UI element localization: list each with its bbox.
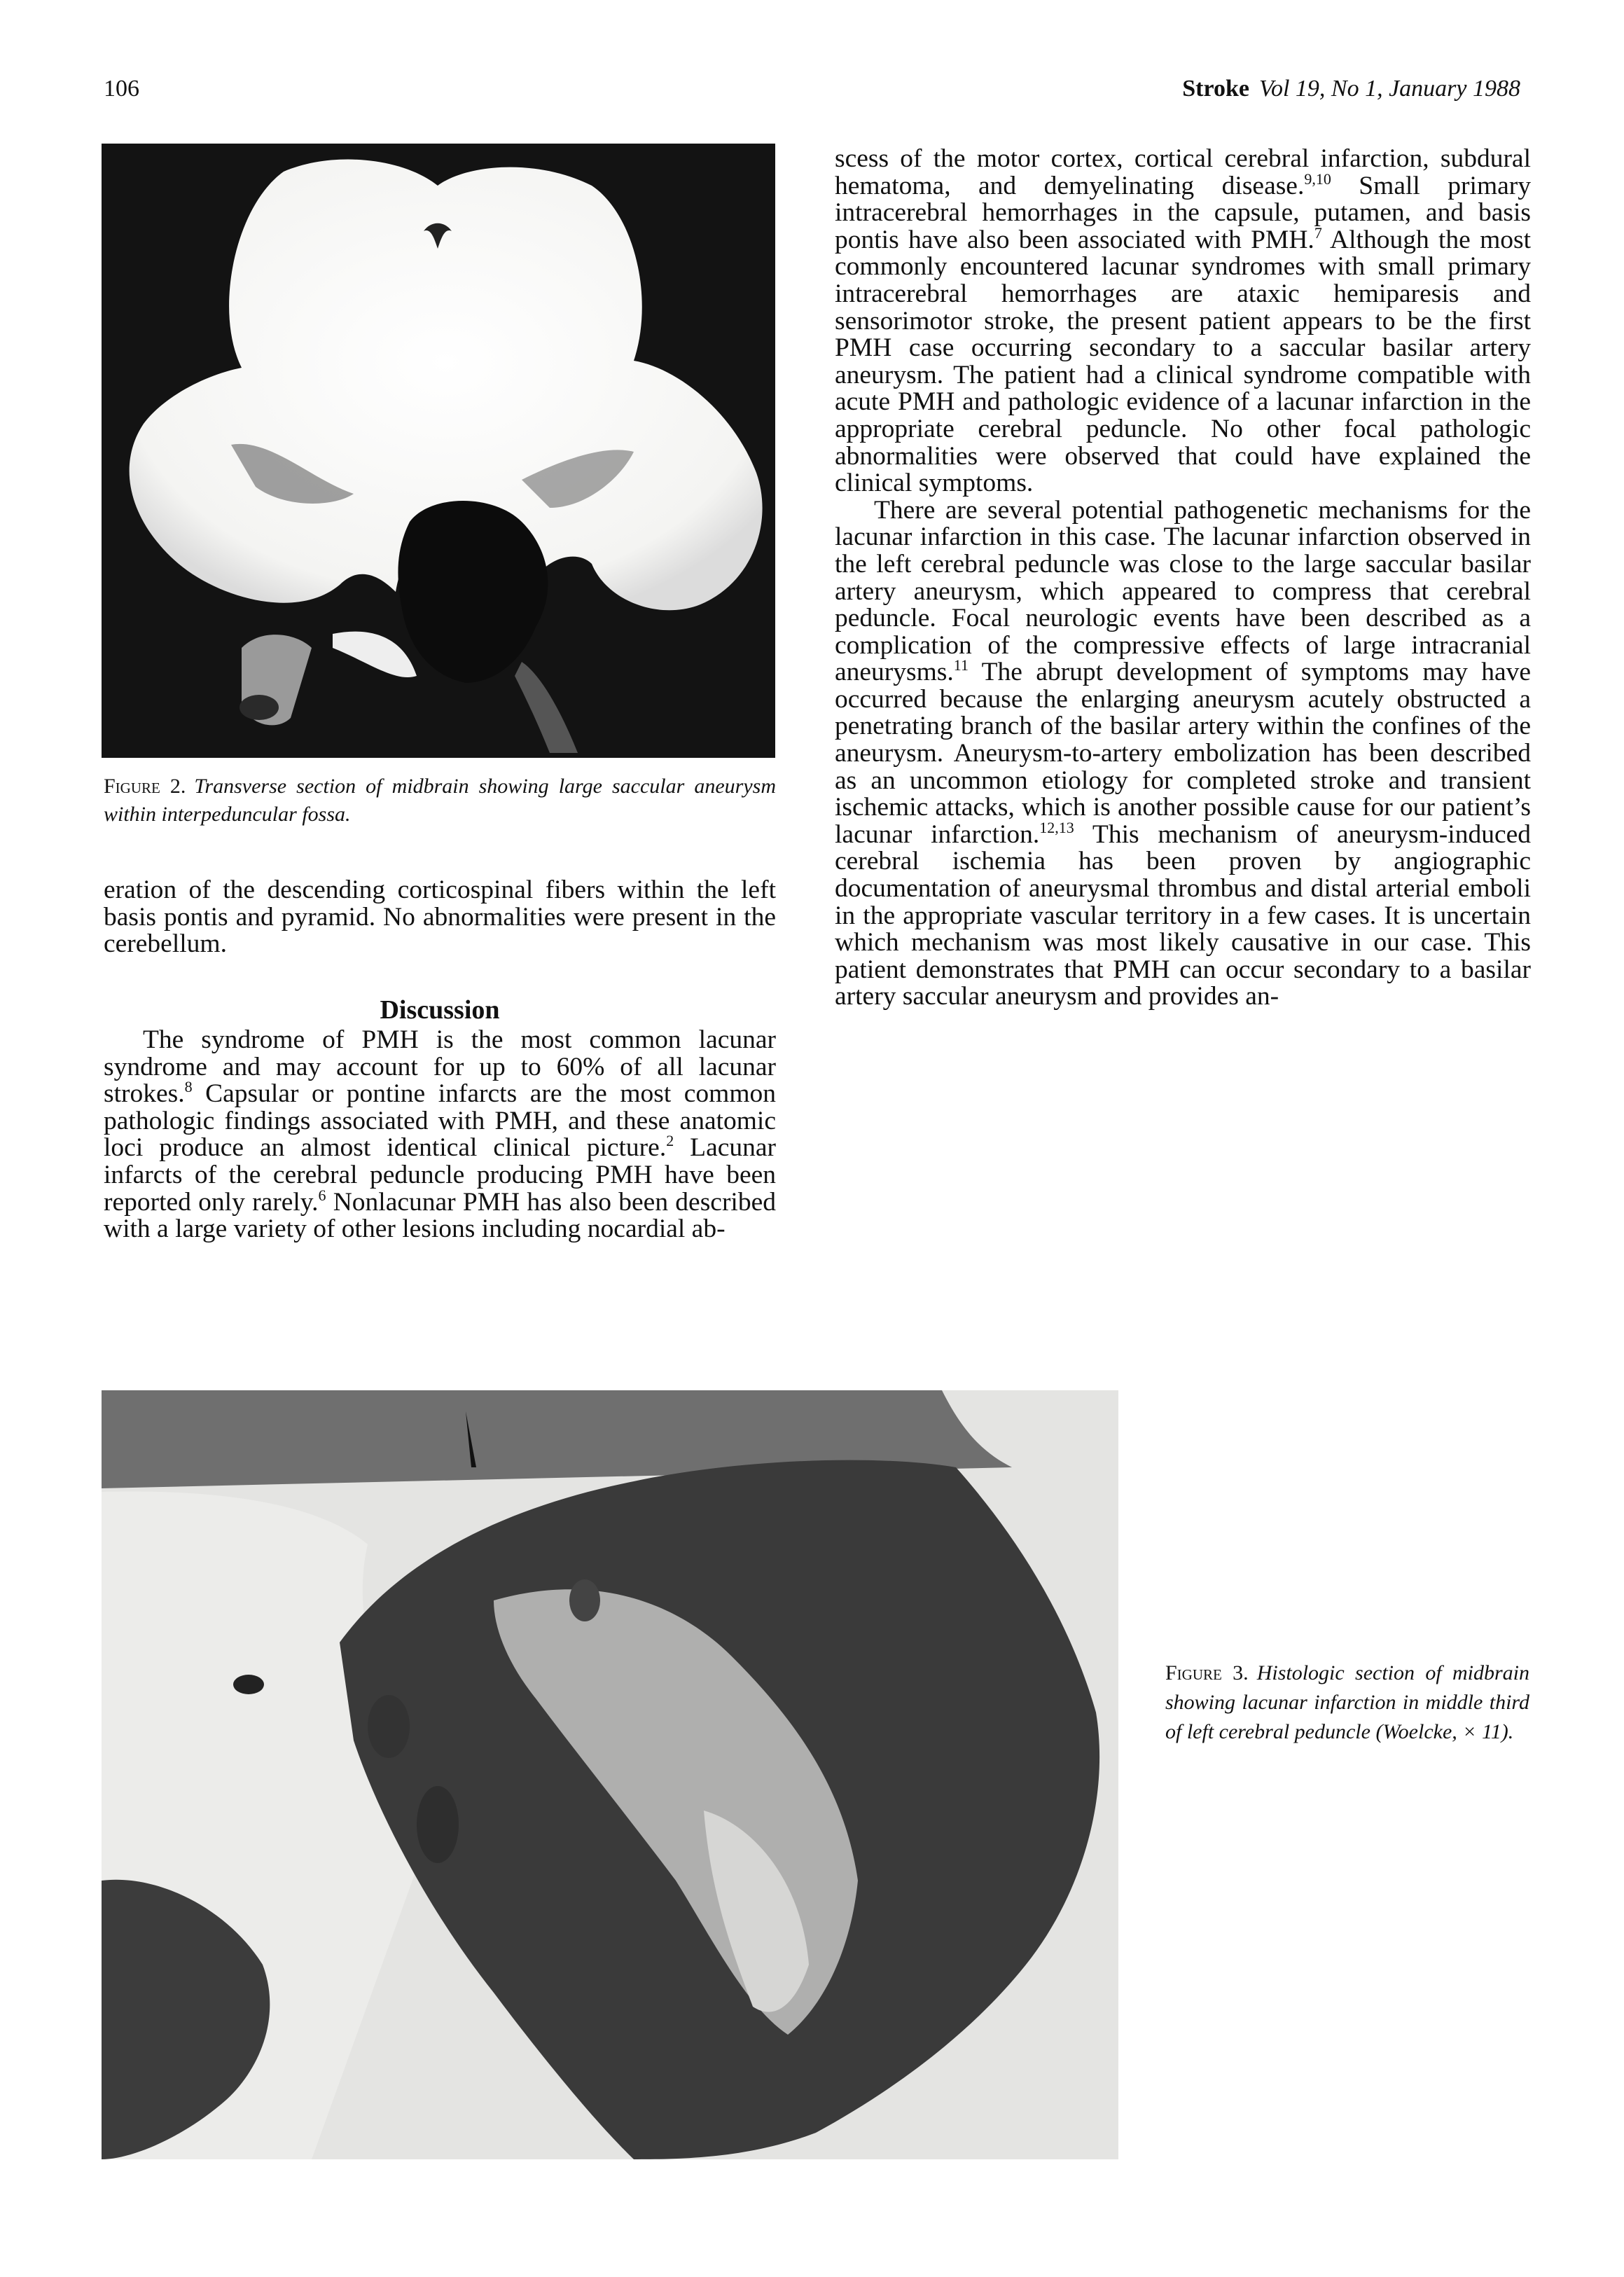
text-run: There are several potential pathogenetic mechanisms for the lacunar infarction in this case. The lacunar infarction observed in the left cerebral peduncle was close to the large saccular basilar artery aneurysm, which appeared to compress that cerebral peduncle. Focal neurologic events have been described as a complication of the compressive effects of large intracranial aneurysms.	[835, 495, 1531, 687]
right-column	[835, 146, 1531, 1011]
page-number: 106	[104, 76, 139, 102]
citation-ref: 9,10	[1304, 169, 1331, 188]
paragraph	[104, 1027, 776, 1243]
paragraph	[835, 146, 1531, 497]
text-run: Capsular or pontine infarcts are the most common pathologic findings associated with PMH, and these anatomic loci produce an almost identical clinical picture.	[104, 1079, 776, 1163]
text-run: Nonlacunar PMH has also been described with a large variety of other lesions including nocardial ab-	[104, 1187, 776, 1244]
figure-3-label: Figure 3.	[1165, 1661, 1249, 1684]
text-run: The syndrome of PMH is the most common lacunar syndrome and may account for up to 60% of all lacunar strokes.	[104, 1025, 776, 1109]
figure-2-caption	[104, 773, 776, 829]
citation-ref: 8	[184, 1078, 193, 1096]
citation-ref: 12,13	[1039, 818, 1074, 836]
journal-name: Stroke	[1182, 76, 1249, 102]
paragraph: eration of the descending corticospinal fibers within the left basis pontis and pyramid. No abnormalities were present in the cerebellum.	[104, 875, 776, 959]
left-column-continuation	[104, 877, 776, 958]
citation-ref: 2	[666, 1132, 674, 1150]
text-run: Although the most commonly encountered lacunar syndromes with small primary intracerebral hemorrhages are ataxic hemiparesis and sensorimotor stroke, the present patient appears to be the first PMH case occurring secondary to a saccular basilar artery aneurysm. The patient had a clinical syndrome compatible with acute PMH and pathologic evidence of a lacunar infarction in the appropriate cerebral peduncle. No other focal pathologic abnormalities were observed that could have explained the clinical symptoms.	[835, 225, 1532, 498]
figure-3-caption	[1165, 1659, 1529, 1747]
citation-ref: 7	[1314, 223, 1322, 242]
text-run: Small primary intracerebral hemorrhages in the capsule, putamen, and basis pontis have also been associated with PMH.	[835, 171, 1531, 254]
citation-ref: 11	[953, 656, 969, 674]
running-head	[1182, 76, 1520, 102]
discussion-paragraph-1	[104, 1027, 776, 1243]
paragraph	[835, 497, 1531, 1011]
text-run: scess of the motor cortex, cortical cerebral infarction, subdural hematoma, and demyelinating disease.	[835, 144, 1531, 200]
section-heading-discussion: Discussion	[380, 995, 500, 1025]
citation-ref: 6	[318, 1186, 326, 1204]
text-run: The abrupt development of symptoms may have occurred because the enlarging aneurysm acutely obstructed a penetrating branch of the basilar artery within the confines of the aneurysm. Aneurysm-to-artery embolization has been described as an uncommon etiology for completed stroke and transient ischemic attacks, which is another possible cause for our patient’s lacunar infarction.	[835, 658, 1531, 849]
journal-issue: Vol 19, No 1, January 1988	[1258, 76, 1520, 102]
figure-2-label: Figure 2.	[104, 775, 186, 798]
figure-2-caption-text: Transverse section of midbrain showing large saccular aneurysm within interpeduncular fossa.	[104, 775, 777, 826]
figure-2-image	[102, 144, 775, 758]
figure-3-caption-text: Histologic section of midbrain showing lacunar infarction in middle third of left cerebral peduncle (Woelcke, × 11).	[1165, 1661, 1529, 1743]
text-run: Lacunar infarcts of the cerebral peduncle producing PMH have been reported only rarely.	[104, 1133, 777, 1217]
text-run: This mechanism of aneurysm-induced cerebral ischemia has been proven by angiographic documentation of aneurysmal thrombus and distal arterial emboli in the appropriate vascular territory in a few cases. It is uncertain which mechanism was most likely causative in our case. This patient demonstrates that PMH can occur secondary to a basilar artery saccular aneurysm and provides an-	[835, 819, 1531, 1011]
figure-3-image	[102, 1390, 1118, 2159]
